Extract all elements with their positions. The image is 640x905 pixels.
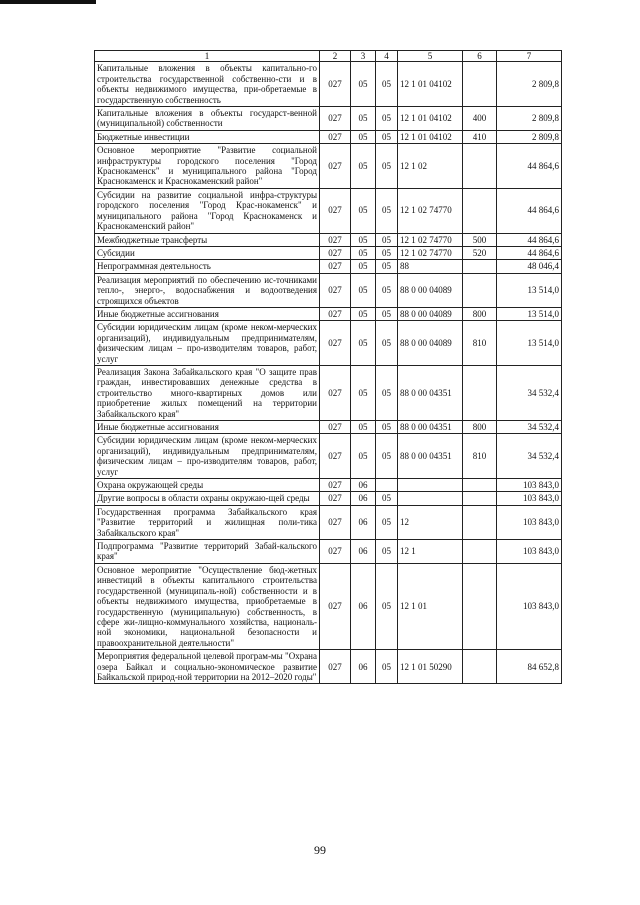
- table-row: [95, 273, 562, 307]
- cell-rz: 05: [351, 434, 376, 479]
- cell-vr: 520: [463, 246, 497, 259]
- cell-pr: 05: [376, 321, 398, 366]
- cell-grbs: 027: [320, 505, 351, 539]
- cell-rz: 05: [351, 307, 376, 320]
- cell-sum: 103 843,0: [497, 479, 562, 492]
- cell-vr: [463, 479, 497, 492]
- cell-csr: 88 0 00 04089: [398, 321, 463, 366]
- table-row: [95, 421, 562, 434]
- table-row: [95, 479, 562, 492]
- cell-sum: 44 864,6: [497, 144, 562, 189]
- table-row: [95, 130, 562, 143]
- cell-csr: 12 1 01: [398, 563, 463, 649]
- cell-csr: 12 1 01 04102: [398, 62, 463, 107]
- cell-grbs: 027: [320, 144, 351, 189]
- cell-csr: 88 0 00 04351: [398, 365, 463, 420]
- cell-vr: 400: [463, 107, 497, 131]
- cell-vr: 810: [463, 321, 497, 366]
- cell-grbs: 027: [320, 130, 351, 143]
- cell-pr: 05: [376, 260, 398, 273]
- cell-grbs: 027: [320, 434, 351, 479]
- cell-sum: 13 514,0: [497, 321, 562, 366]
- table-row: [95, 144, 562, 189]
- cell-csr: 12 1 02: [398, 144, 463, 189]
- table-row: [95, 62, 562, 107]
- cell-csr: [398, 492, 463, 505]
- cell-pr: 05: [376, 307, 398, 320]
- cell-grbs: 027: [320, 188, 351, 233]
- cell-name: Субсидии юридическим лицам (кроме неком-мерческих организаций), индивидуальным предпринимателям, физическим лицам – про-изводителям товаров, работ, услуг: [95, 434, 320, 479]
- cell-rz: 05: [351, 130, 376, 143]
- cell-rz: 06: [351, 492, 376, 505]
- cell-name: Основное мероприятие "Осуществление бюд-жетных инвестиций в объекты капитального строительства государственной (муниципаль-ной) собственности и в объекты недвижимого имущества, приобретаемые в государственную (муниципальную) собственность, в сфере жи-лищно-коммунального хозяйства, националь-ной экономики, национальной безопасности и правоохранительной деятельности": [95, 563, 320, 649]
- header-cell: 2: [320, 51, 351, 62]
- cell-pr: 05: [376, 246, 398, 259]
- cell-vr: [463, 650, 497, 684]
- cell-sum: 34 532,4: [497, 365, 562, 420]
- cell-csr: 12 1: [398, 540, 463, 564]
- cell-name: Субсидии: [95, 246, 320, 259]
- cell-rz: 05: [351, 233, 376, 246]
- cell-name: Мероприятия федеральной целевой програм-мы "Охрана озера Байкал и социально-экономическое развитие Байкальской природ-ной территории на 2012–2020 годы": [95, 650, 320, 684]
- cell-csr: 12 1 02 74770: [398, 246, 463, 259]
- table-row: [95, 246, 562, 259]
- cell-rz: 05: [351, 260, 376, 273]
- cell-grbs: 027: [320, 421, 351, 434]
- cell-vr: [463, 273, 497, 307]
- cell-vr: 500: [463, 233, 497, 246]
- table-row: [95, 260, 562, 273]
- table-row: [95, 107, 562, 131]
- cell-name: Подпрограмма "Развитие территорий Забай-кальского края": [95, 540, 320, 564]
- cell-pr: 05: [376, 107, 398, 131]
- cell-sum: 48 046,4: [497, 260, 562, 273]
- cell-rz: 06: [351, 479, 376, 492]
- cell-pr: 05: [376, 492, 398, 505]
- cell-sum: 13 514,0: [497, 273, 562, 307]
- cell-name: Межбюджетные трансферты: [95, 233, 320, 246]
- cell-pr: [376, 479, 398, 492]
- table-row: [95, 321, 562, 366]
- cell-name: Основное мероприятие "Развитие социальной инфраструктуры городского поселения "Город Краснокаменск" и муниципального района "Город Краснокаменск и Краснокаменский район": [95, 144, 320, 189]
- cell-grbs: 027: [320, 233, 351, 246]
- cell-name: Охрана окружающей среды: [95, 479, 320, 492]
- cell-csr: 12 1 02 74770: [398, 188, 463, 233]
- cell-name: Государственная программа Забайкальского края "Развитие территорий и жилищная поли-тика Забайкальского края": [95, 505, 320, 539]
- cell-name: Реализация мероприятий по обеспечению ис-точниками тепло-, энерго-, водоснабжения и водоотведения строящихся объектов: [95, 273, 320, 307]
- header-cell: 4: [376, 51, 398, 62]
- table-row: [95, 434, 562, 479]
- cell-pr: 05: [376, 273, 398, 307]
- header-cell: 6: [463, 51, 497, 62]
- cell-grbs: 027: [320, 307, 351, 320]
- cell-sum: 34 532,4: [497, 421, 562, 434]
- cell-sum: 103 843,0: [497, 563, 562, 649]
- cell-csr: 12 1 01 50290: [398, 650, 463, 684]
- cell-sum: 2 809,8: [497, 107, 562, 131]
- cell-csr: 88: [398, 260, 463, 273]
- cell-csr: 88 0 00 04351: [398, 434, 463, 479]
- header-cell: 5: [398, 51, 463, 62]
- cell-vr: [463, 540, 497, 564]
- cell-rz: 05: [351, 188, 376, 233]
- cell-rz: 06: [351, 650, 376, 684]
- cell-vr: [463, 365, 497, 420]
- table-row: [95, 233, 562, 246]
- cell-csr: [398, 479, 463, 492]
- cell-pr: 05: [376, 563, 398, 649]
- cell-vr: [463, 62, 497, 107]
- header-cell: 1: [95, 51, 320, 62]
- cell-rz: 05: [351, 62, 376, 107]
- cell-grbs: 027: [320, 563, 351, 649]
- cell-name: Непрограммная деятельность: [95, 260, 320, 273]
- cell-name: Субсидии на развитие социальной инфра-структуры городского поселения "Город Крас-нокаменск" и муниципального района "Город Краснокаменск и Краснокаменский район": [95, 188, 320, 233]
- table-row: [95, 365, 562, 420]
- cell-pr: 05: [376, 130, 398, 143]
- cell-sum: 103 843,0: [497, 505, 562, 539]
- table-row: [95, 307, 562, 320]
- cell-grbs: 027: [320, 260, 351, 273]
- cell-grbs: 027: [320, 273, 351, 307]
- cell-csr: 88 0 00 04089: [398, 307, 463, 320]
- cell-pr: 05: [376, 365, 398, 420]
- cell-vr: [463, 188, 497, 233]
- cell-name: Капитальные вложения в объекты государст-венной (муниципальной) собственности: [95, 107, 320, 131]
- cell-rz: 05: [351, 321, 376, 366]
- cell-vr: [463, 492, 497, 505]
- cell-rz: 06: [351, 563, 376, 649]
- cell-sum: 103 843,0: [497, 492, 562, 505]
- cell-sum: 13 514,0: [497, 307, 562, 320]
- cell-vr: [463, 563, 497, 649]
- table-row: [95, 650, 562, 684]
- cell-pr: 05: [376, 505, 398, 539]
- table-row: [95, 505, 562, 539]
- cell-rz: 05: [351, 107, 376, 131]
- table-row: [95, 540, 562, 564]
- cell-name: Реализация Закона Забайкальского края "О защите прав граждан, инвестировавших денежные средства в строительство много-квартирных домов или приобретение жилых помещений на территории Забайкальского края": [95, 365, 320, 420]
- cell-rz: 05: [351, 246, 376, 259]
- cell-pr: 05: [376, 188, 398, 233]
- cell-pr: 05: [376, 650, 398, 684]
- cell-name: Субсидии юридическим лицам (кроме неком-мерческих организаций), индивидуальным предпринимателям, физическим лицам – про-изводителям товаров, работ, услуг: [95, 321, 320, 366]
- page-number: 99: [314, 843, 326, 857]
- cell-pr: 05: [376, 434, 398, 479]
- header-cell: 3: [351, 51, 376, 62]
- cell-sum: 2 809,8: [497, 130, 562, 143]
- cell-pr: 05: [376, 540, 398, 564]
- cell-name: Бюджетные инвестиции: [95, 130, 320, 143]
- cell-grbs: 027: [320, 246, 351, 259]
- cell-vr: [463, 144, 497, 189]
- cell-sum: 84 652,8: [497, 650, 562, 684]
- cell-sum: 44 864,6: [497, 246, 562, 259]
- top-rule: [0, 0, 96, 4]
- cell-rz: 05: [351, 365, 376, 420]
- cell-name: Капитальные вложения в объекты капитально-го строительства государственной собственно-сти и в объекты недвижимого имущества, при-обретаемые в государственную собственность: [95, 62, 320, 107]
- cell-grbs: 027: [320, 492, 351, 505]
- cell-pr: 05: [376, 421, 398, 434]
- cell-vr: 800: [463, 307, 497, 320]
- cell-grbs: 027: [320, 650, 351, 684]
- cell-grbs: 027: [320, 479, 351, 492]
- cell-csr: 12 1 01 04102: [398, 107, 463, 131]
- cell-pr: 05: [376, 62, 398, 107]
- cell-csr: 12 1 02 74770: [398, 233, 463, 246]
- cell-csr: 88 0 00 04089: [398, 273, 463, 307]
- cell-pr: 05: [376, 144, 398, 189]
- cell-vr: 800: [463, 421, 497, 434]
- cell-name: Иные бюджетные ассигнования: [95, 421, 320, 434]
- cell-csr: 88 0 00 04351: [398, 421, 463, 434]
- cell-csr: 12: [398, 505, 463, 539]
- table-row: [95, 188, 562, 233]
- cell-grbs: 027: [320, 107, 351, 131]
- cell-vr: [463, 505, 497, 539]
- cell-name: Иные бюджетные ассигнования: [95, 307, 320, 320]
- cell-rz: 05: [351, 421, 376, 434]
- cell-pr: 05: [376, 233, 398, 246]
- cell-vr: 810: [463, 434, 497, 479]
- cell-sum: 34 532,4: [497, 434, 562, 479]
- cell-sum: 103 843,0: [497, 540, 562, 564]
- cell-rz: 05: [351, 144, 376, 189]
- cell-grbs: 027: [320, 540, 351, 564]
- cell-rz: 06: [351, 540, 376, 564]
- table-row: [95, 492, 562, 505]
- table-row: [95, 563, 562, 649]
- cell-rz: 05: [351, 273, 376, 307]
- cell-sum: 44 864,6: [497, 233, 562, 246]
- budget-table: [94, 50, 562, 684]
- cell-grbs: 027: [320, 365, 351, 420]
- cell-grbs: 027: [320, 62, 351, 107]
- cell-rz: 06: [351, 505, 376, 539]
- cell-sum: 2 809,8: [497, 62, 562, 107]
- header-cell: 7: [497, 51, 562, 62]
- cell-vr: 410: [463, 130, 497, 143]
- cell-csr: 12 1 01 04102: [398, 130, 463, 143]
- cell-vr: [463, 260, 497, 273]
- cell-grbs: 027: [320, 321, 351, 366]
- cell-sum: 44 864,6: [497, 188, 562, 233]
- table-header-row: [95, 51, 562, 62]
- cell-name: Другие вопросы в области охраны окружаю-щей среды: [95, 492, 320, 505]
